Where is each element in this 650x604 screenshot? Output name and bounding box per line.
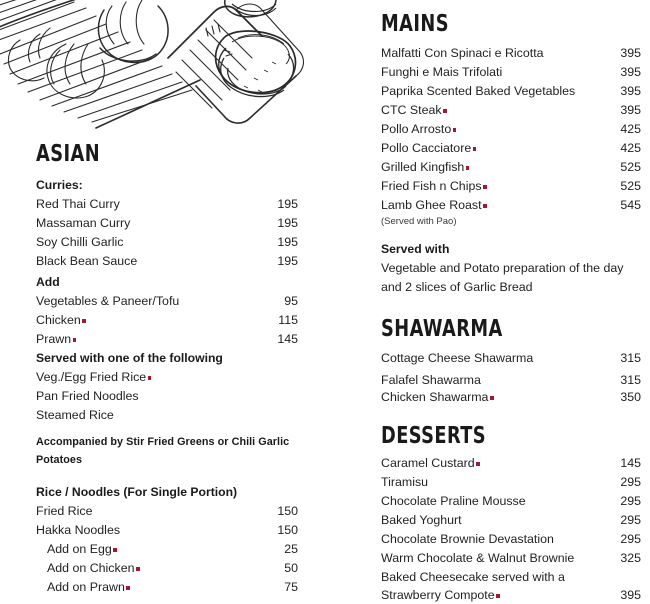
item-name: Tiramisu: [381, 475, 429, 490]
item-price: 395: [620, 103, 641, 118]
item-name: Red Thai Curry: [36, 197, 120, 212]
nonveg-marker-icon: [483, 204, 487, 208]
menu-item: [381, 120, 641, 139]
item-name: Falafel Shawarma: [381, 373, 481, 388]
nonveg-marker-icon: [466, 166, 470, 170]
item-name: Funghi e Mais Trifolati: [381, 65, 503, 80]
item-name: Caramel Custard: [381, 454, 480, 473]
item-price: 295: [620, 475, 641, 490]
item-name: Add on Chicken: [36, 559, 140, 578]
menu-item: [36, 311, 298, 330]
item-price: 25: [284, 542, 298, 557]
nonveg-marker-icon: [453, 128, 457, 132]
item-name: Warm Chocolate & Walnut Brownie: [381, 551, 575, 566]
item-name: Soy Chilli Garlic: [36, 235, 124, 250]
nonveg-marker-icon: [136, 567, 140, 571]
add-label: Add: [36, 275, 60, 290]
item-price: 95: [284, 294, 298, 309]
menu-item: [36, 521, 298, 540]
served-with-item: Pan Fried Noodles: [36, 389, 139, 404]
nonveg-marker-icon: [490, 396, 494, 400]
item-price: 350: [620, 390, 641, 405]
item-name: Pollo Cacciatore: [381, 139, 476, 158]
menu-item: [381, 549, 641, 568]
menu-item: [381, 511, 641, 530]
item-name: Prawn: [36, 330, 76, 349]
item-price: 195: [277, 197, 298, 212]
section-heading-desserts: DESSERTS: [381, 423, 487, 450]
item-price: 295: [620, 532, 641, 547]
item-price: 325: [620, 551, 641, 566]
menu-item: [36, 252, 298, 271]
curries-label: Curries:: [36, 178, 83, 193]
nonveg-marker-icon: [113, 548, 117, 552]
item-price: 50: [284, 561, 298, 576]
item-price: 395: [620, 84, 641, 99]
menu-item: [381, 101, 641, 120]
item-name: Add on Prawn: [36, 578, 130, 597]
item-price: 425: [620, 122, 641, 137]
item-name: Chicken: [36, 311, 86, 330]
left-column: [36, 142, 298, 597]
nonveg-marker-icon: [443, 109, 447, 113]
item-name: Pollo Arrosto: [381, 120, 456, 139]
served-with-item: Steamed Rice: [36, 408, 114, 423]
item-price: 115: [278, 313, 298, 328]
menu-item: [381, 44, 641, 63]
item-name: Fried Rice: [36, 504, 93, 519]
item-price: 315: [620, 373, 641, 388]
menu-item: [381, 177, 641, 196]
menu-item: [381, 196, 641, 215]
served-with-item: Veg./Egg Fried Rice: [36, 368, 298, 387]
menu-item: [381, 530, 641, 549]
item-price: 425: [620, 141, 641, 156]
mains-served-with-label: Served with: [381, 242, 450, 257]
nonveg-marker-icon: [496, 594, 500, 598]
item-price: 150: [277, 504, 298, 519]
nonveg-marker-icon: [473, 147, 477, 151]
menu-item: [36, 578, 298, 597]
item-price: 295: [620, 494, 641, 509]
item-price: 150: [277, 523, 298, 538]
item-name: Baked Yoghurt: [381, 513, 462, 528]
menu-item: [36, 195, 298, 214]
menu-item: [36, 502, 298, 521]
rice-noodles-label: Rice / Noodles (For Single Portion): [36, 485, 238, 500]
menu-item: [381, 158, 641, 177]
item-price: 75: [284, 580, 298, 595]
menu-item: [381, 389, 641, 406]
menu-item: [36, 233, 298, 252]
menu-item: [381, 454, 641, 473]
served-with-label: Served with one of the following: [36, 351, 223, 366]
item-name: Add on Egg: [36, 540, 117, 559]
nonveg-marker-icon: [82, 319, 86, 323]
menu-item: [36, 540, 298, 559]
shawarma-list: [381, 349, 641, 406]
section-heading-asian: ASIAN: [36, 141, 101, 167]
item-name: Black Bean Sauce: [36, 254, 138, 269]
item-name: Massaman Curry: [36, 216, 131, 231]
item-price: 525: [620, 179, 641, 194]
section-heading-mains: MAINS: [381, 11, 449, 37]
mains-served-with-line2: and 2 slices of Garlic Bread: [381, 280, 533, 295]
menu-item: [381, 372, 641, 389]
item-name: Fried Fish n Chips: [381, 177, 487, 196]
item-price: 545: [620, 198, 641, 213]
item-name: Cottage Cheese Shawarma: [381, 351, 534, 366]
menu-item: [381, 349, 641, 368]
item-price: 395: [620, 588, 641, 603]
menu-item: [381, 139, 641, 158]
item-name: Grilled Kingfish: [381, 158, 469, 177]
item-name-line1: Baked Cheesecake served with a: [381, 570, 565, 585]
item-price: 145: [620, 456, 641, 471]
menu-item: [381, 63, 641, 82]
item-name: Malfatti Con Spinaci e Ricotta: [381, 46, 544, 61]
item-name: Lamb Ghee Roast: [381, 196, 487, 215]
item-price: 315: [620, 351, 641, 366]
item-name-line2: Strawberry Compote: [381, 586, 500, 604]
item-price: 395: [620, 46, 641, 61]
menu-item: [36, 292, 298, 311]
nonveg-marker-icon: [476, 462, 480, 466]
menu-item: [381, 568, 641, 604]
item-price: 195: [277, 235, 298, 250]
section-heading-shawarma: SHAWARMA: [381, 316, 503, 343]
desserts-list: [381, 454, 641, 604]
item-name: Chicken Shawarma: [381, 389, 494, 406]
add-items-list: [36, 292, 298, 349]
menu-item: [36, 214, 298, 233]
curries-list: [36, 195, 298, 271]
served-with-list: [36, 368, 298, 425]
menu-item: [36, 330, 298, 349]
item-name: Hakka Noodles: [36, 523, 121, 538]
nonveg-marker-icon: [73, 338, 77, 342]
mains-list: [381, 44, 641, 215]
item-price: 195: [277, 254, 298, 269]
right-column: [381, 12, 641, 604]
item-name: Vegetables & Paneer/Tofu: [36, 294, 180, 309]
mains-served-with-line1: Vegetable and Potato preparation of the day: [381, 261, 624, 276]
nonveg-marker-icon: [126, 586, 130, 590]
item-price: 295: [620, 513, 641, 528]
engraved-food-illustration: [0, 0, 340, 135]
nonveg-marker-icon: [148, 376, 152, 380]
item-price: 525: [620, 160, 641, 175]
menu-item: [381, 473, 641, 492]
item-price: 145: [277, 332, 298, 347]
menu-item: [381, 492, 641, 511]
item-name: Chocolate Brownie Devastation: [381, 532, 554, 547]
item-name: CTC Steak: [381, 101, 447, 120]
item-price: 395: [620, 65, 641, 80]
mains-footnote: (Served with Pao): [381, 216, 457, 228]
rice-noodles-list: [36, 502, 298, 597]
item-name: Paprika Scented Baked Vegetables: [381, 84, 576, 99]
item-name: Chocolate Praline Mousse: [381, 494, 526, 509]
menu-item: [381, 82, 641, 101]
accompanied-note: Accompanied by Stir Fried Greens or Chili Garlic Potatoes: [36, 436, 290, 467]
menu-item: [36, 559, 298, 578]
item-price: 195: [277, 216, 298, 231]
item-name-line2-row: [381, 586, 641, 604]
nonveg-marker-icon: [483, 185, 487, 189]
